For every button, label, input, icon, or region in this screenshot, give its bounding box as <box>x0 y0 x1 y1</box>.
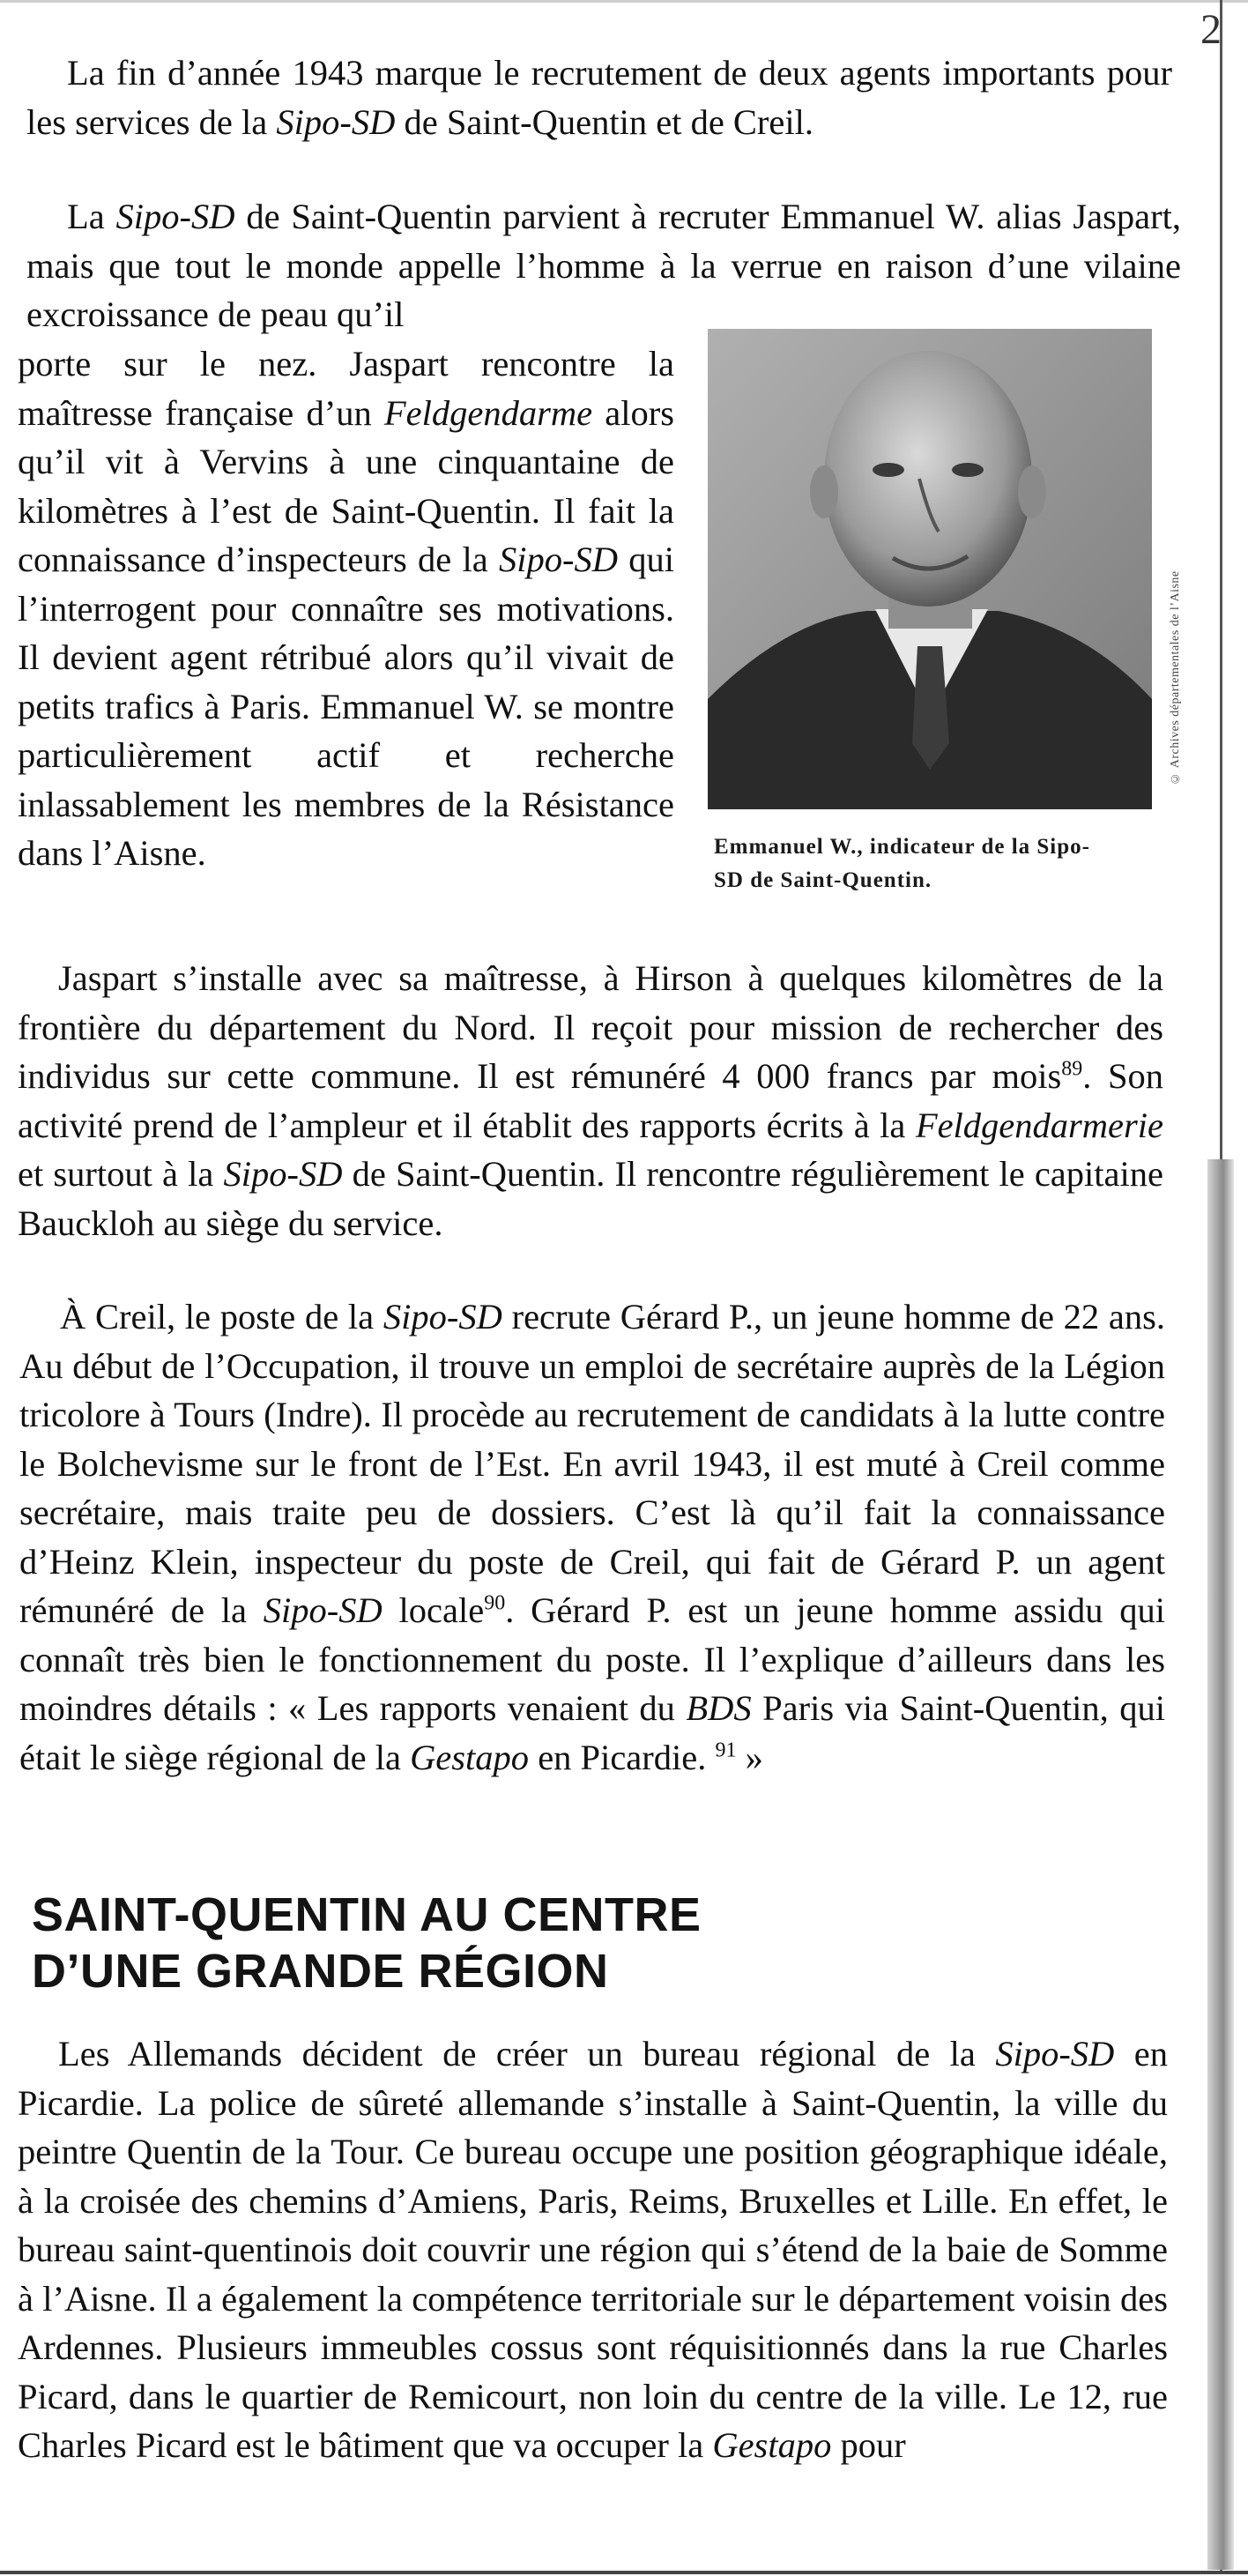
text-run: de Saint-Quentin parvient à recruter Emmanuel W. alias Jaspart, mais que tout le monde appelle l’homme à la verrue en raison d’une vilaine excroissance de peau qu’il <box>26 197 1181 334</box>
bottom-edge <box>0 2571 1248 2574</box>
caption-line-1: Emmanuel W., indicateur de la Sipo- <box>714 835 1090 859</box>
text-run: alors qu’il vit à Vervins à une cinquantaine de kilomètres à l’est de Saint-Quentin. Il fait la connaissance d’inspecteurs de la <box>18 392 674 579</box>
text-run: Jaspart s’installe avec sa maîtresse, à Hirson à quelques kilomètres de la frontière du département du Nord. Il reçoit pour mission de rechercher des individus sur cette commune. Il est rémunéré 4 000 francs par mois <box>18 958 1163 1096</box>
man-portrait-image <box>708 329 1152 809</box>
paragraph-creil <box>19 1292 1165 1782</box>
text-run: locale <box>382 1590 485 1630</box>
italic-run: Sipo-SD <box>223 1154 343 1194</box>
italic-run: Sipo-SD <box>115 197 235 236</box>
heading-line-1: SAINT-QUENTIN AU CENTRE <box>32 1888 702 1941</box>
page-gutter-shadow <box>1207 1159 1234 2570</box>
text-run: . Son activité prend de l’ampleur et il établit des rapports écrits à la <box>18 1056 1163 1145</box>
italic-run: Feldgendarmerie <box>915 1105 1163 1145</box>
heading-line-2: D’UNE GRANDE RÉGION <box>32 1945 609 1998</box>
italic-run: Feldgendarme <box>383 392 593 433</box>
italic-run: Gestapo <box>712 2425 832 2465</box>
footnote-ref: 90 <box>484 1591 506 1615</box>
page-number: 2 <box>1200 6 1222 53</box>
text-run: qui l’interrogent pour connaître ses motivations. Il devient agent rétribué alors qu’il vivait de petits trafics à Paris. Emmanuel W. se montre particulièrement actif et recherche inlassablement les membres de la Résistance dans l’Aisne. <box>18 540 674 873</box>
text-run: recrute Gérard P., un jeune homme de 22 ans. Au début de l’Occupation, il trouve un emploi de secrétaire auprès de la Légion tricolore à Tours (Indre). Il procède au recrutement de candidats à la lutte contre le Bolchevisme sur le front de l’Est. En avril 1943, il est muté à Creil comme secrétaire, mais traite peu de dossiers. C’est là qu’il fait la connaissance d’Heinz Klein, inspecteur du poste de Creil, qui fait de Gérard P. un agent rémunéré de la <box>19 1297 1165 1630</box>
text-run: en Picardie. La police de sûreté allemande s’installe à Saint-Quentin, la ville du peintre Quentin de la Tour. Ce bureau occupe une position géographique idéale, à la croisée des chemins d’Amiens, Paris, Reims, Bruxelles et Lille. En effet, le bureau saint-quentinois doit couvrir une région qui s’étend de la baie de Somme à l’Aisne. Il a également la compétence territoriale sur le département voisin des Ardennes. Plusieurs immeubles cossus sont réquisitionnés dans la rue Charles Picard, dans le quartier de Remicourt, non loin du centre de la ville. Le 12, rue Charles Picard est le bâtiment que va occuper la <box>18 2034 1168 2465</box>
text-run: Paris via Saint-Quentin, qui était le siège régional de la <box>19 1688 1165 1777</box>
portrait-photo <box>708 329 1152 809</box>
caption-line-2: SD de Saint-Quentin. <box>714 868 932 892</box>
italic-run: Sipo-SD <box>383 1297 502 1336</box>
photo-caption <box>714 830 1155 897</box>
text-run: . Gérard P. est un jeune homme assidu qui connaît très bien le fonctionnement du poste. Il l’explique d’ailleurs dans les moindres détails : « Les rapports venaient du <box>19 1590 1165 1728</box>
text-run: Les Allemands décident de créer un bureau régional de la <box>58 2034 996 2073</box>
photo-credit: © Archives départementales de l’Aisne <box>1169 570 1182 785</box>
italic-run: Gestapo <box>410 1737 530 1777</box>
text-run: » <box>736 1737 763 1777</box>
footnote-ref: 91 <box>715 1738 737 1761</box>
italic-run: BDS <box>686 1688 752 1728</box>
text-run: La fin d’année 1943 marque le recrutement de deux agents importants pour les services de la <box>26 53 1172 142</box>
section-heading <box>32 1887 702 1999</box>
text-run: À Creil, le poste de la <box>60 1297 383 1336</box>
text-run: de Saint-Quentin. Il rencontre régulièrement le capitaine Bauckloh au siège du service. <box>18 1154 1163 1243</box>
text-run: La <box>67 197 116 236</box>
paragraph-regional-office <box>18 2029 1168 2470</box>
footnote-ref: 89 <box>1061 1057 1083 1081</box>
paragraph-jaspart-recruit <box>26 192 1181 339</box>
text-run: porte sur le nez. Jaspart rencontre la maîtresse française d’un <box>18 344 674 433</box>
text-run: pour <box>831 2425 906 2465</box>
text-run: de Saint-Quentin et de Creil. <box>395 101 814 142</box>
text-run: en Picardie. <box>529 1737 716 1777</box>
italic-run: Sipo-SD <box>276 101 396 142</box>
paragraph-intro <box>26 48 1172 146</box>
paragraph-jaspart-detail <box>18 339 674 878</box>
text-run: et surtout à la <box>18 1154 224 1194</box>
italic-run: Sipo-SD <box>499 540 618 579</box>
italic-run: Sipo-SD <box>263 1590 383 1630</box>
paragraph-hirson <box>18 954 1163 1247</box>
italic-run: Sipo-SD <box>995 2034 1115 2073</box>
